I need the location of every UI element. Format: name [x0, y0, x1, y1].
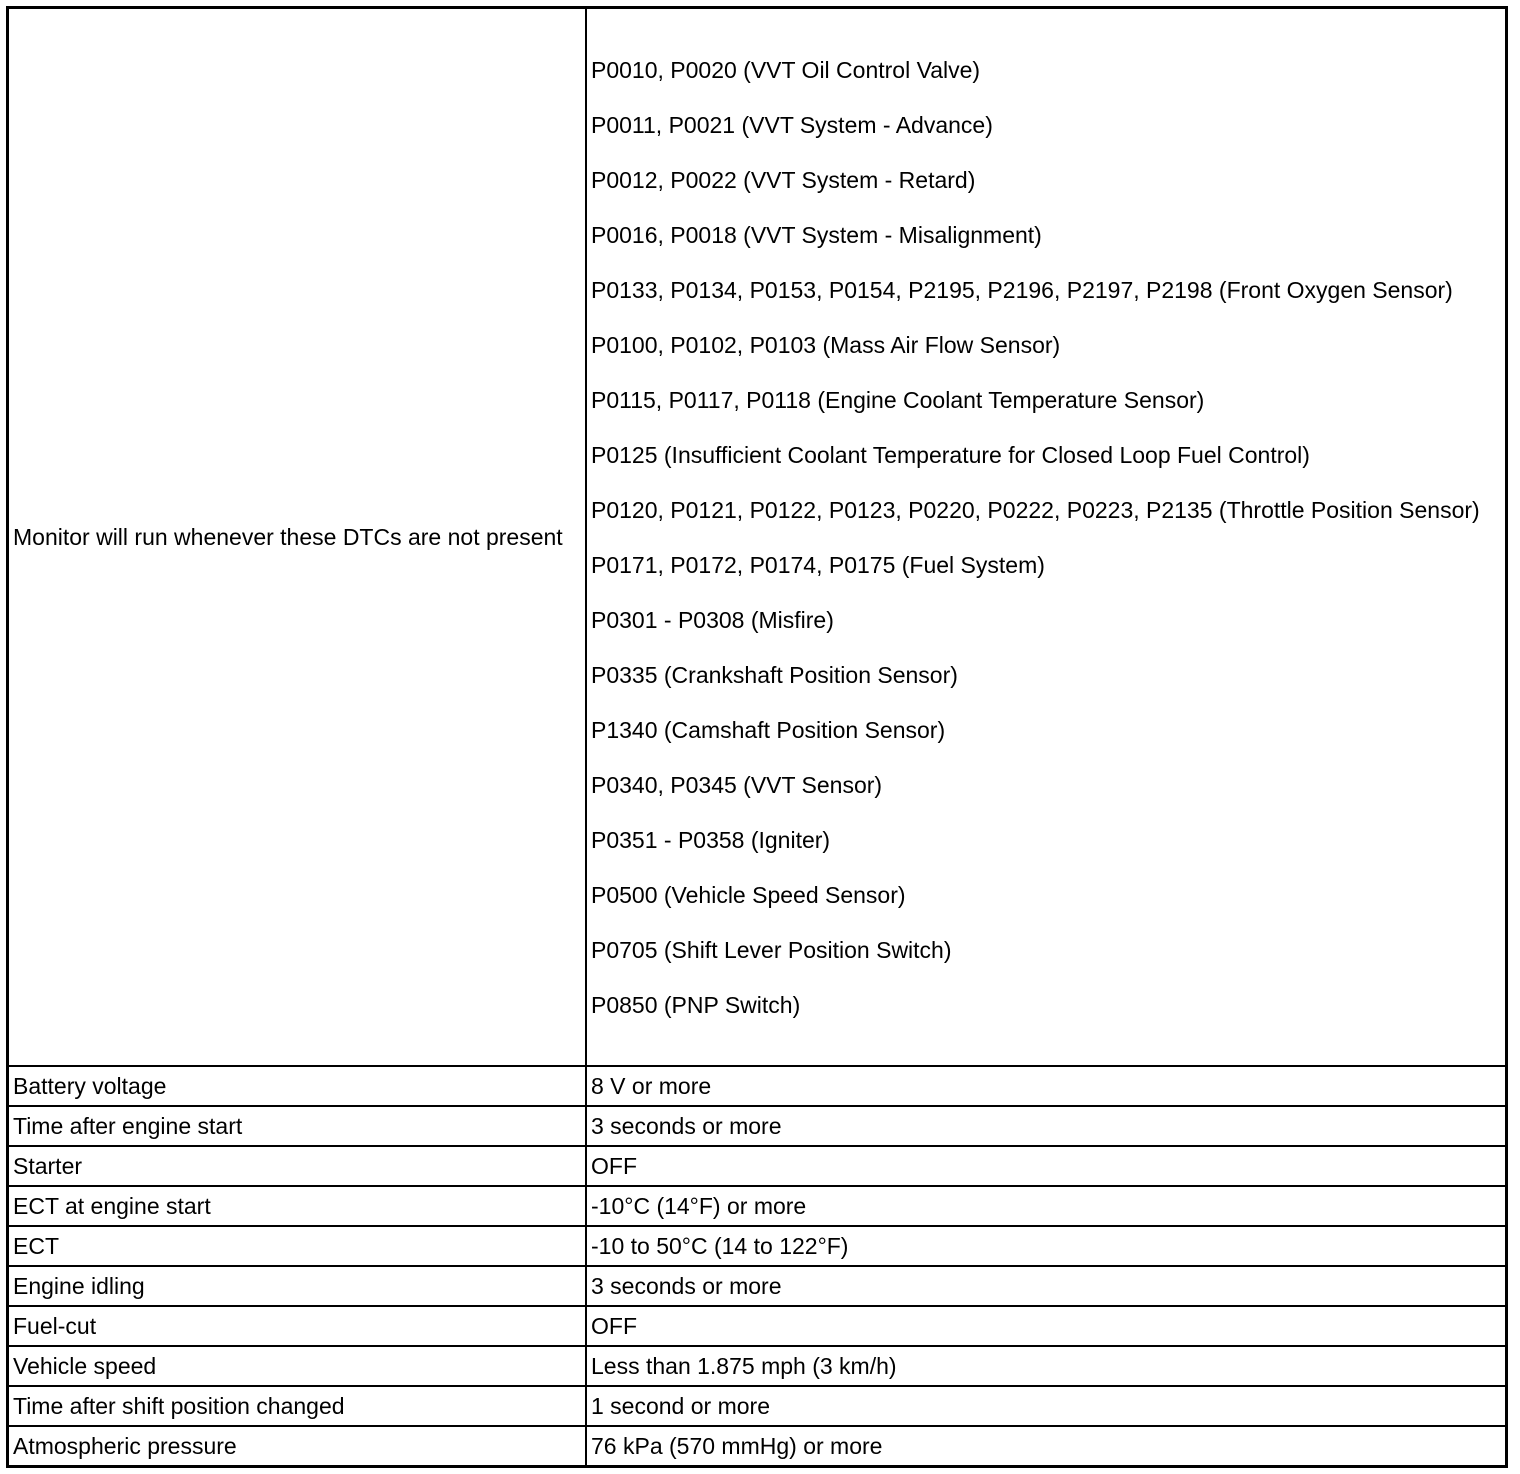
row-label: Vehicle speed — [9, 1346, 586, 1386]
row-value: -10°C (14°F) or more — [586, 1186, 1505, 1226]
row-label: ECT — [9, 1226, 586, 1266]
dtc-item: P0011, P0021 (VVT System - Advance) — [591, 111, 993, 138]
row-label: Atmospheric pressure — [9, 1426, 586, 1465]
dtc-list — [586, 9, 1505, 1066]
dtc-item: P0016, P0018 (VVT System - Misalignment) — [591, 221, 1042, 248]
table-row — [9, 1106, 1505, 1146]
conditions-grid — [9, 9, 1505, 1465]
dtc-item: P0340, P0345 (VVT Sensor) — [591, 771, 883, 798]
dtc-item: P0133, P0134, P0153, P0154, P2195, P2196, P2197, P2198 (Front Oxygen Sensor) — [591, 276, 1453, 303]
row-value: 76 kPa (570 mmHg) or more — [586, 1426, 1505, 1465]
dtc-item: P0010, P0020 (VVT Oil Control Valve) — [591, 56, 981, 83]
table-row — [9, 1146, 1505, 1186]
dtc-item: P0301 - P0308 (Misfire) — [591, 606, 834, 633]
row-label: Time after shift position changed — [9, 1386, 586, 1426]
row-label: Fuel-cut — [9, 1306, 586, 1346]
row-label: Battery voltage — [9, 1066, 586, 1106]
row-value: -10 to 50°C (14 to 122°F) — [586, 1226, 1505, 1266]
dtc-item: P0012, P0022 (VVT System - Retard) — [591, 166, 976, 193]
table-row — [9, 1386, 1505, 1426]
row-value: OFF — [586, 1306, 1505, 1346]
dtc-item: P0100, P0102, P0103 (Mass Air Flow Sensor) — [591, 331, 1061, 358]
row-label: Engine idling — [9, 1266, 586, 1306]
table-row — [9, 1226, 1505, 1266]
row-label: Starter — [9, 1146, 586, 1186]
dtc-item: P0335 (Crankshaft Position Sensor) — [591, 661, 958, 688]
dtc-item: P0115, P0117, P0118 (Engine Coolant Temperature Sensor) — [591, 386, 1205, 413]
row-value: 8 V or more — [586, 1066, 1505, 1106]
dtc-item: P0351 - P0358 (Igniter) — [591, 826, 831, 853]
table-row — [9, 1186, 1505, 1226]
row-label: Time after engine start — [9, 1106, 586, 1146]
conditions-table — [6, 6, 1508, 1468]
row-value: 3 seconds or more — [586, 1266, 1505, 1306]
dtc-item: P0171, P0172, P0174, P0175 (Fuel System) — [591, 551, 1045, 578]
row-label: ECT at engine start — [9, 1186, 586, 1226]
dtc-item: P0125 (Insufficient Coolant Temperature for Closed Loop Fuel Control) — [591, 441, 1310, 468]
table-row-dtc — [9, 9, 1505, 1066]
row-value: 1 second or more — [586, 1386, 1505, 1426]
row-value: Less than 1.875 mph (3 km/h) — [586, 1346, 1505, 1386]
dtc-item: P0120, P0121, P0122, P0123, P0220, P0222, P0223, P2135 (Throttle Position Sensor) — [591, 496, 1480, 523]
table-row — [9, 1306, 1505, 1346]
row-value: 3 seconds or more — [586, 1106, 1505, 1146]
dtc-item: P0705 (Shift Lever Position Switch) — [591, 936, 952, 963]
table-row — [9, 1266, 1505, 1306]
table-row — [9, 1346, 1505, 1386]
dtc-item: P0500 (Vehicle Speed Sensor) — [591, 881, 906, 908]
dtc-row-label: Monitor will run whenever these DTCs are not present — [9, 9, 586, 1066]
dtc-item: P1340 (Camshaft Position Sensor) — [591, 716, 946, 743]
dtc-item: P0850 (PNP Switch) — [591, 991, 801, 1018]
table-row — [9, 1066, 1505, 1106]
row-value: OFF — [586, 1146, 1505, 1186]
table-row — [9, 1426, 1505, 1465]
